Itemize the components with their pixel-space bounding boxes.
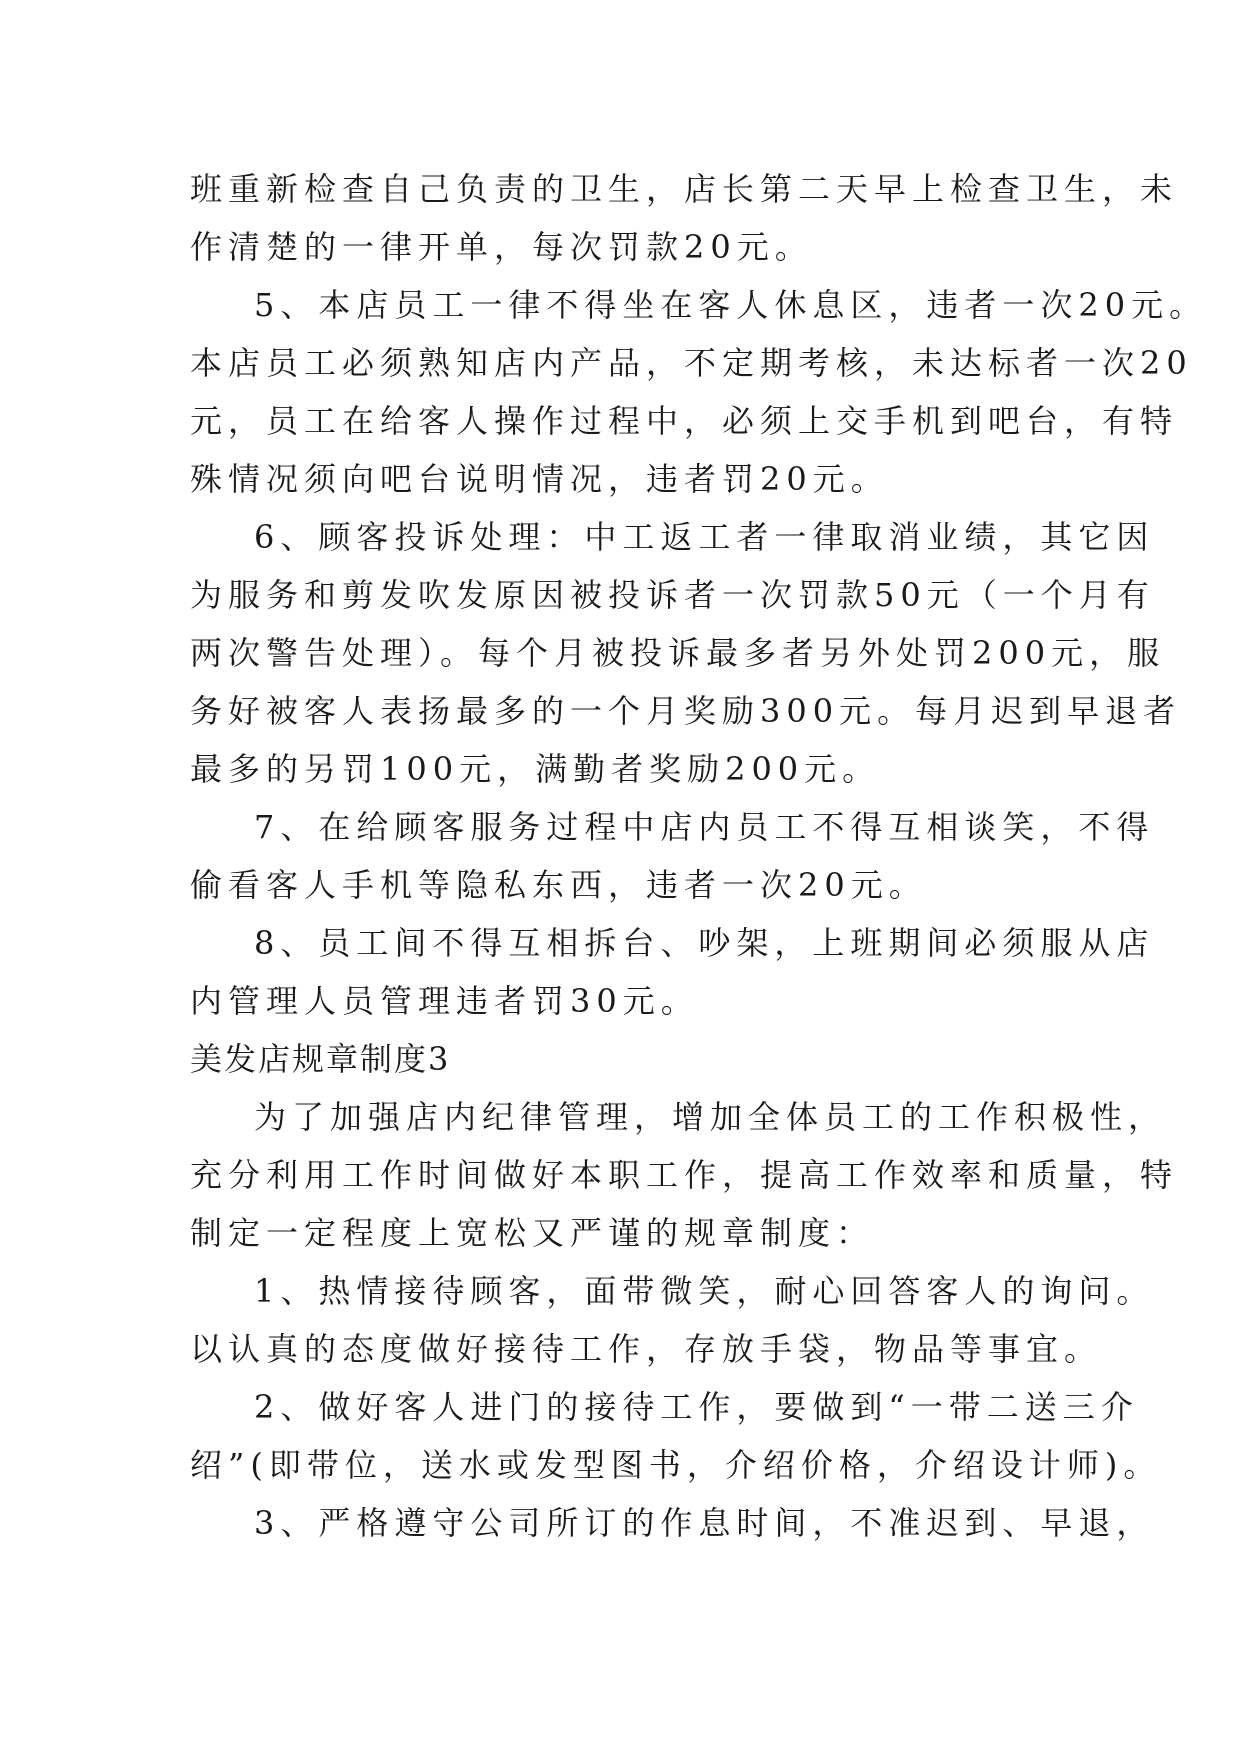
text-line: 务好被客人表扬最多的一个月奖励300元。每月迟到早退者 xyxy=(190,692,1182,730)
text-line: 殊情况须向吧台说明情况，违者罚20元。 xyxy=(190,460,889,498)
text-line: 作清楚的一律开单，每次罚款20元。 xyxy=(190,228,813,266)
text-line: 偷看客人手机等隐私东西，违者一次20元。 xyxy=(190,866,927,904)
document-body xyxy=(190,160,1208,1552)
text-line: 班重新检查自己负责的卫生，店长第二天早上检查卫生，未 xyxy=(190,170,1179,208)
text-line: 本店员工必须熟知店内产品，不定期考核，未达标者一次20 xyxy=(190,344,1193,382)
rule-item-7: 7、在给顾客服务过程中店内员工不得互相谈笑，不得 xyxy=(254,808,1155,846)
text-line: 最多的另罚100元，满勤者奖励200元。 xyxy=(190,750,881,788)
rule-item-5: 5、本店员工一律不得坐在客人休息区，违者一次20元。 xyxy=(254,286,1208,324)
text-line: 绍”(即带位，送水或发型图书，介绍价格，介绍设计师)。 xyxy=(190,1446,1162,1484)
rule-item-1: 1、热情接待顾客，面带微笑，耐心回答客人的询问。 xyxy=(254,1272,1155,1310)
rule-item-6: 6、顾客投诉处理：中工返工者一律取消业绩，其它因 xyxy=(254,518,1155,556)
text-line: 内管理人员管理违者罚30元。 xyxy=(190,982,699,1020)
text-line: 充分利用工作时间做好本职工作，提高工作效率和质量，特 xyxy=(190,1156,1179,1194)
text-line: 为服务和剪发吹发原因被投诉者一次罚款50元（一个月有 xyxy=(190,576,1155,614)
text-line: 以认真的态度做好接待工作，存放手袋，物品等事宜。 xyxy=(190,1330,1103,1368)
text-line: 元，员工在给客人操作过程中，必须上交手机到吧台，有特 xyxy=(190,402,1179,440)
text-line: 两次警告处理）。每个月被投诉最多者另外处罚200元，服 xyxy=(190,634,1166,672)
rule-item-8: 8、员工间不得互相拆台、吵架，上班期间必须服从店 xyxy=(254,924,1155,962)
rule-item-2: 2、做好客人进门的接待工作，要做到“一带二送三介 xyxy=(254,1388,1139,1426)
text-line: 制定一定程度上宽松又严谨的规章制度： xyxy=(190,1214,875,1252)
section-heading: 美发店规章制度3 xyxy=(190,1040,451,1078)
rule-item-3: 3、严格遵守公司所订的作息时间，不准迟到、早退， xyxy=(254,1504,1155,1542)
intro-paragraph: 为了加强店内纪律管理，增加全体员工的工作积极性， xyxy=(254,1098,1167,1136)
